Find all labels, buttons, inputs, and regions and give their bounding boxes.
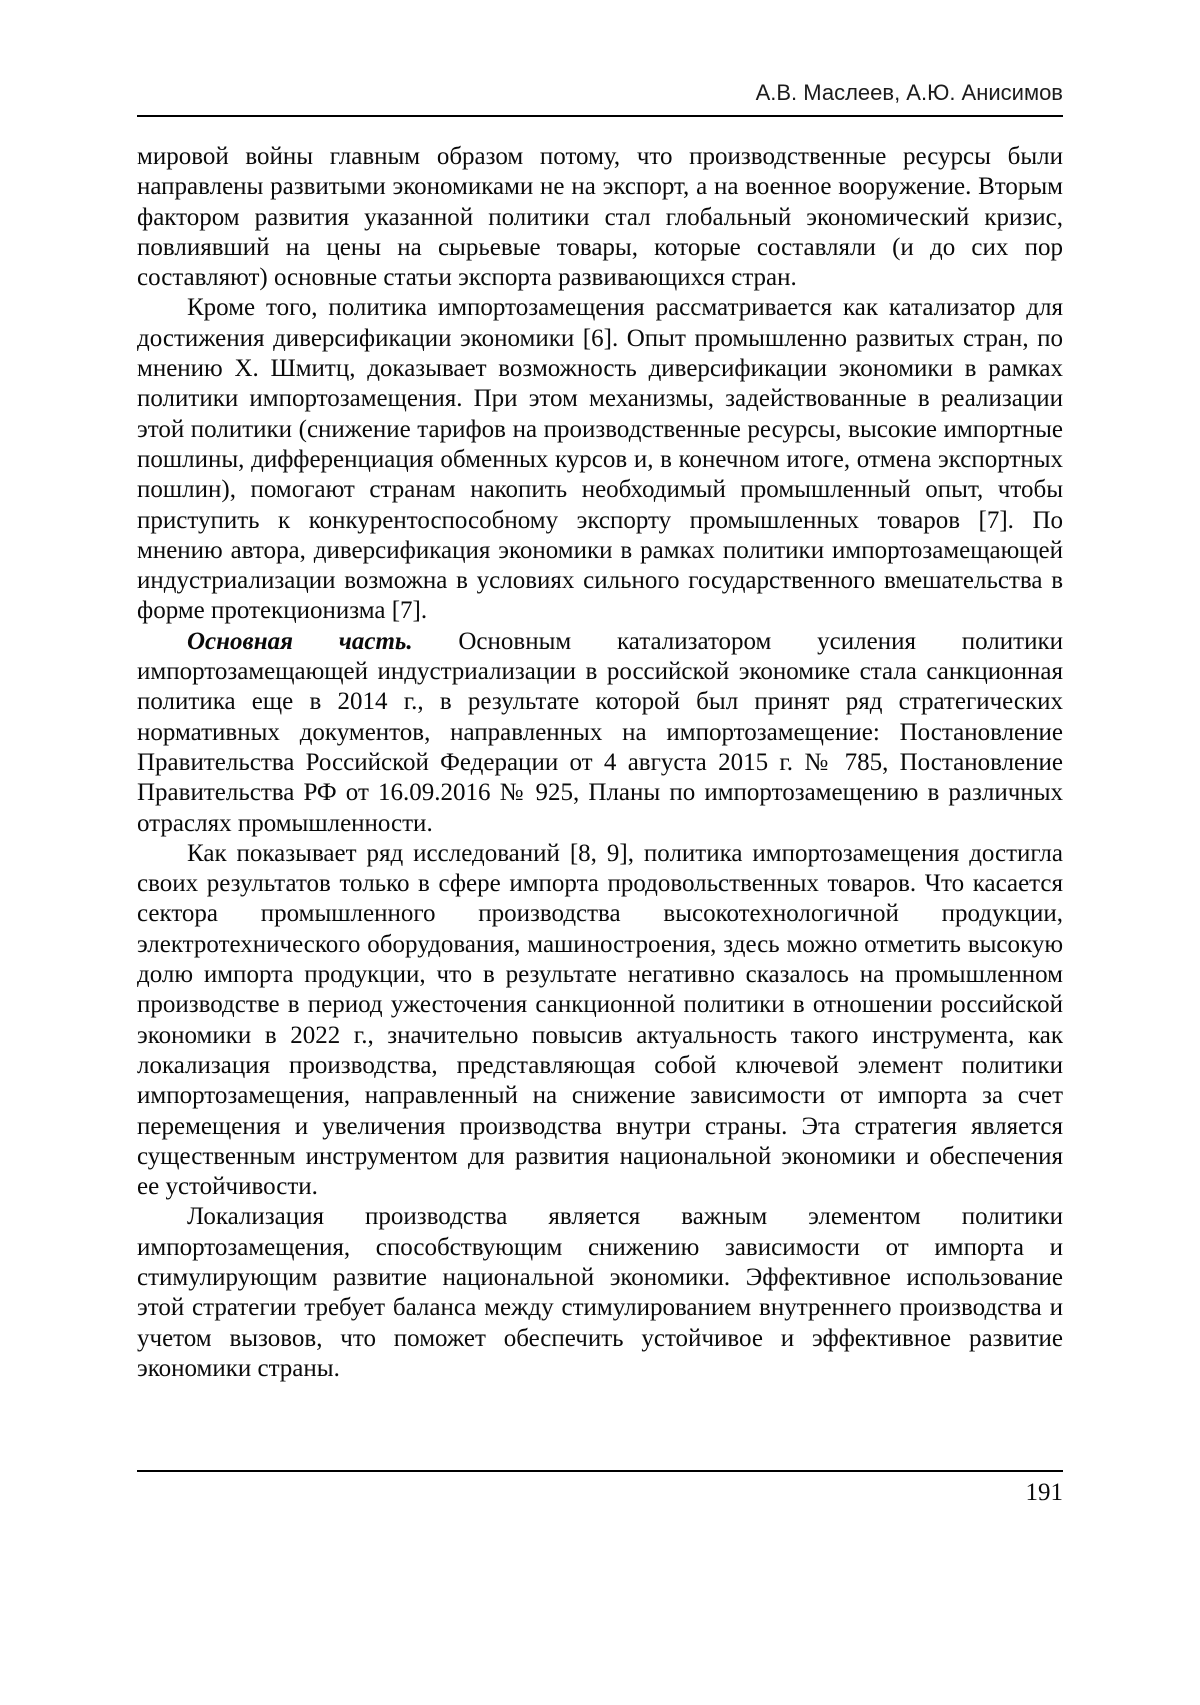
page-number: 191 (1025, 1479, 1063, 1506)
paragraph: Кроме того, политика импортозамещения рассматривается как катализатор для достижения диверсификации экономики [6]. Опыт промышленно развитых стран, по мнению Х. Шмитц, доказывает возможность диверсификации экономики в рамках политики импортозамещения. При этом механизмы, задействованные в реализации этой политики (снижение тарифов на производственные ресурсы, высокие импортные пошлины, дифференциация обменных курсов и, в конечном итоге, отмена экспортных пошлин), помогают странам накопить необходимый промышленный опыт, чтобы приступить к конкурентоспособному экспорту промышленных товаров [7]. По мнению автора, диверсификация экономики в рамках политики импортозамещающей индустриализации возможна в условиях сильного государственного вмешательства в форме протекционизма [7]. (137, 294, 1063, 625)
header-rule (137, 115, 1063, 117)
page-footer (137, 1470, 1063, 1508)
paragraph-text: Основным катализатором усиления политики импортозамещающей индустриализации в российской экономике стала санкционная политика еще в 2014 г., в результате которой был принят ряд стратегических нормативных документов, направленных на импортозамещение: Постановление Правительства Российской Федерации от 4 августа 2015 г. № 785, Постановление Правительства РФ от 16.09.2016 № 925, Планы по импортозамещению в различных отраслях промышленности. (137, 627, 1063, 837)
paragraph-main-section (137, 627, 1063, 839)
paragraph: Локализация производства является важным элементом политики импортозамещения, способствующим снижению зависимости от импорта и стимулирующим развитие национальной экономики. Эффективное использование этой стратегии требует баланса между стимулированием внутреннего производства и учетом вызовов, что поможет обеспечить устойчивое и эффективное развитие экономики страны. (137, 1203, 1063, 1382)
paragraph: Как показывает ряд исследований [8, 9], политика импортозамещения достигла своих результатов только в сфере импорта продовольственных товаров. Что касается сектора промышленного производства высокотехнологичной продукции, электротехнического оборудования, машиностроения, здесь можно отметить высокую долю импорта продукции, что в результате негативно сказалось на промышленном производстве в период ужесточения санкционной политики в отношении российской экономики в 2022 г., значительно повысив актуальность такого инструмента, как локализация производства, представляющая собой ключевой элемент политики импортозамещения, направленный на снижение зависимости от импорта за счет перемещения и увеличения производства внутри страны. Эта стратегия является существенным инструментом для развития национальной экономики и обеспечения ее устойчивости. (137, 839, 1063, 1201)
paragraph-continuation: мировой войны главным образом потому, что производственные ресурсы были направлены развитыми экономиками не на экспорт, а на военное вооружение. Вторым фактором развития указанной политики стал глобальный экономический кризис, повлиявший на цены на сырьевые товары, которые составляли (и до сих пор составляют) основные статьи экспорта развивающихся стран. (137, 143, 1063, 292)
page-header (137, 80, 1063, 117)
document-body (137, 142, 1063, 1384)
section-heading: Основная часть. (187, 627, 413, 655)
header-authors: А.В. Маслеев, А.Ю. Анисимов (755, 80, 1063, 105)
